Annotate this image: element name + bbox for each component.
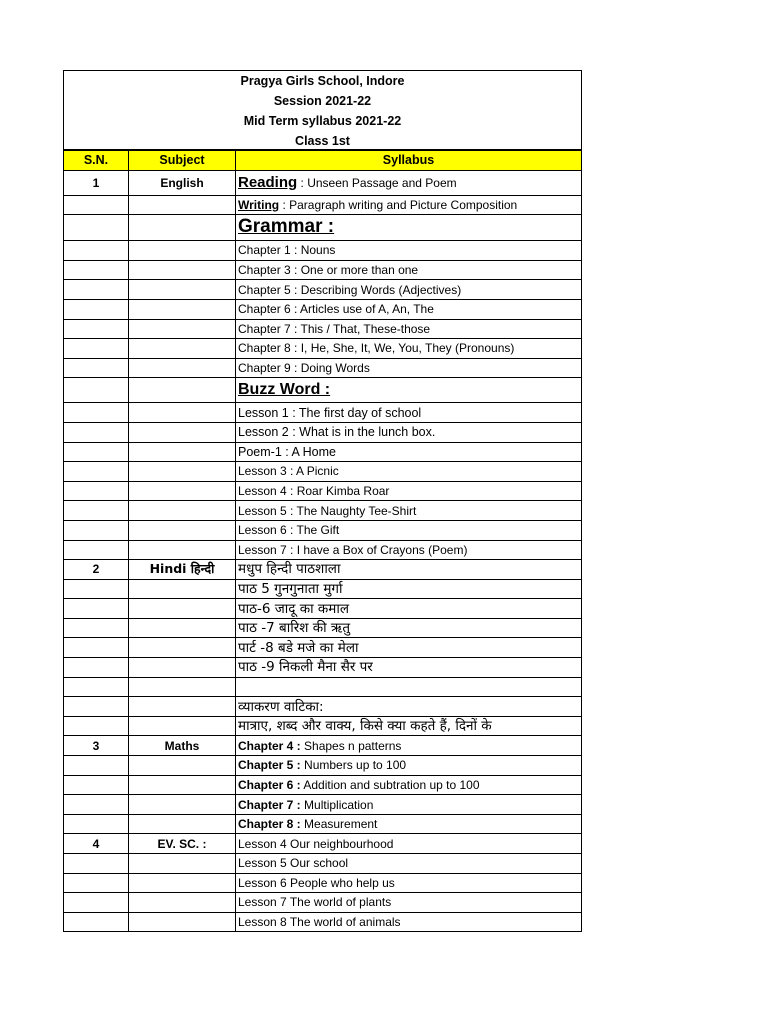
syllabus-cell	[236, 378, 582, 403]
table-row	[64, 756, 582, 776]
syllabus-cell: Lesson 3 : A Picnic	[236, 462, 582, 482]
table-row	[64, 403, 582, 423]
session: Session 2021-22	[273, 94, 372, 108]
table-row	[64, 299, 582, 319]
table-row	[64, 358, 582, 378]
syllabus-cell: Lesson 6 : The Gift	[236, 520, 582, 540]
table-row	[64, 618, 582, 638]
buzz-title: Buzz Word :	[238, 381, 331, 399]
syllabus-cell: Lesson 7 : I have a Box of Crayons (Poem)	[236, 540, 582, 560]
chapter-text: Measurement	[300, 817, 378, 832]
syllabus-cell: Lesson 2 : What is in the lunch box.	[236, 422, 582, 442]
syllabus-cell: पार्ट -8 बडे मजे का मेला	[236, 638, 582, 658]
syllabus-table	[63, 150, 582, 932]
chapter-label: Chapter 4 :	[238, 738, 301, 753]
syllabus-cell: Chapter 1 : Nouns	[236, 241, 582, 261]
table-row	[64, 422, 582, 442]
syllabus-cell	[236, 775, 582, 795]
table-row	[64, 775, 582, 795]
syllabus-cell	[236, 195, 582, 215]
table-row	[64, 319, 582, 339]
table-row	[64, 854, 582, 874]
subject-cell: Maths	[129, 736, 236, 756]
syllabus-cell	[236, 795, 582, 815]
syllabus-cell: पाठ -9 निकली मैना सैर पर	[236, 658, 582, 678]
table-row	[64, 170, 582, 195]
syllabus-cell: व्याकरण वाटिका:	[236, 697, 582, 717]
table-row	[64, 462, 582, 482]
syllabus-cell: Chapter 6 : Articles use of A, An, The	[236, 299, 582, 319]
table-row	[64, 893, 582, 913]
table-row	[64, 912, 582, 932]
table-row	[64, 481, 582, 501]
syllabus-cell: मधुप हिन्दी पाठशाला	[236, 560, 582, 580]
syllabus-sheet	[63, 70, 582, 932]
syllabus-cell: Chapter 5 : Describing Words (Adjectives)	[236, 280, 582, 300]
syllabus-cell: Lesson 5 : The Naughty Tee-Shirt	[236, 501, 582, 521]
table-row	[64, 195, 582, 215]
chapter-label: Chapter 6 :	[238, 777, 301, 792]
subject-cell: EV. SC. :	[129, 834, 236, 854]
table-row	[64, 736, 582, 756]
chapter-text: Numbers up to 100	[300, 758, 407, 773]
reading-text: : Unseen Passage and Poem	[297, 175, 457, 190]
column-header-subject: Subject	[129, 151, 236, 171]
table-row	[64, 339, 582, 359]
syllabus-cell: Chapter 7 : This / That, These-those	[236, 319, 582, 339]
syllabus-cell: Chapter 9 : Doing Words	[236, 358, 582, 378]
syllabus-cell: Lesson 7 The world of plants	[236, 893, 582, 913]
chapter-text: Addition and subtration up to 100	[300, 777, 480, 792]
chapter-text: Shapes n patterns	[300, 738, 402, 753]
syllabus-cell: Lesson 5 Our school	[236, 854, 582, 874]
school-name: Pragya Girls School, Indore	[240, 74, 405, 88]
syllabus-cell: Lesson 6 People who help us	[236, 873, 582, 893]
syllabus-cell: Poem-1 : A Home	[236, 442, 582, 462]
table-row	[64, 677, 582, 697]
syllabus-cell: पाठ -7 बारिश की ऋतु	[236, 618, 582, 638]
table-row	[64, 241, 582, 261]
syllabus-cell: Lesson 1 : The first day of school	[236, 403, 582, 423]
table-row	[64, 599, 582, 619]
grammar-title: Grammar :	[238, 216, 335, 238]
table-row	[64, 501, 582, 521]
table-row	[64, 215, 582, 241]
syllabus-cell	[236, 756, 582, 776]
syllabus-cell: Lesson 4 Our neighbourhood	[236, 834, 582, 854]
column-header-syllabus: Syllabus	[236, 151, 582, 171]
table-row	[64, 814, 582, 834]
syllabus-cell: पाठ 5 गुनगुनाता मुर्गा	[236, 579, 582, 599]
table-row	[64, 540, 582, 560]
sn-cell: 4	[64, 834, 129, 854]
table-row	[64, 378, 582, 403]
table-row	[64, 834, 582, 854]
syllabus-cell: Chapter 8 : I, He, She, It, We, You, They (Pronouns)	[236, 339, 582, 359]
table-row	[64, 579, 582, 599]
syllabus-cell	[236, 215, 582, 241]
subject-cell: English	[129, 170, 236, 195]
syllabus-cell: Lesson 8 The world of animals	[236, 912, 582, 932]
sn-cell: 1	[64, 170, 129, 195]
table-row	[64, 873, 582, 893]
sn-cell: 2	[64, 560, 129, 580]
reading-label: Reading	[238, 173, 298, 191]
syllabus-cell: Chapter 3 : One or more than one	[236, 260, 582, 280]
syllabus-cell	[236, 814, 582, 834]
table-row	[64, 795, 582, 815]
syllabus-cell: पाठ-6 जादू का कमाल	[236, 599, 582, 619]
table-row	[64, 260, 582, 280]
writing-label: Writing	[238, 197, 280, 212]
subject-cell: Hindi हिन्दी	[129, 560, 236, 580]
chapter-label: Chapter 7 :	[238, 797, 301, 812]
table-row	[64, 280, 582, 300]
syllabus-cell	[236, 170, 582, 195]
exam-title: Mid Term syllabus 2021-22	[243, 114, 402, 128]
table-row	[64, 658, 582, 678]
syllabus-cell	[236, 736, 582, 756]
table-header-row	[64, 151, 582, 171]
writing-text: : Paragraph writing and Picture Composition	[279, 197, 518, 212]
chapter-label: Chapter 5 :	[238, 758, 301, 773]
table-row	[64, 442, 582, 462]
sheet-header	[63, 70, 582, 150]
syllabus-cell: Lesson 4 : Roar Kimba Roar	[236, 481, 582, 501]
syllabus-cell: मात्राए, शब्द और वाक्य, किसे क्या कहते हैं, दिनों के	[236, 716, 582, 736]
syllabus-cell	[236, 677, 582, 697]
chapter-label: Chapter 8 :	[238, 817, 301, 832]
table-row	[64, 638, 582, 658]
sn-cell: 3	[64, 736, 129, 756]
column-header-sn: S.N.	[64, 151, 129, 171]
table-row	[64, 697, 582, 717]
table-row	[64, 560, 582, 580]
table-row	[64, 716, 582, 736]
table-row	[64, 520, 582, 540]
class-name: Class 1st	[295, 134, 350, 148]
chapter-text: Multiplication	[300, 797, 374, 812]
